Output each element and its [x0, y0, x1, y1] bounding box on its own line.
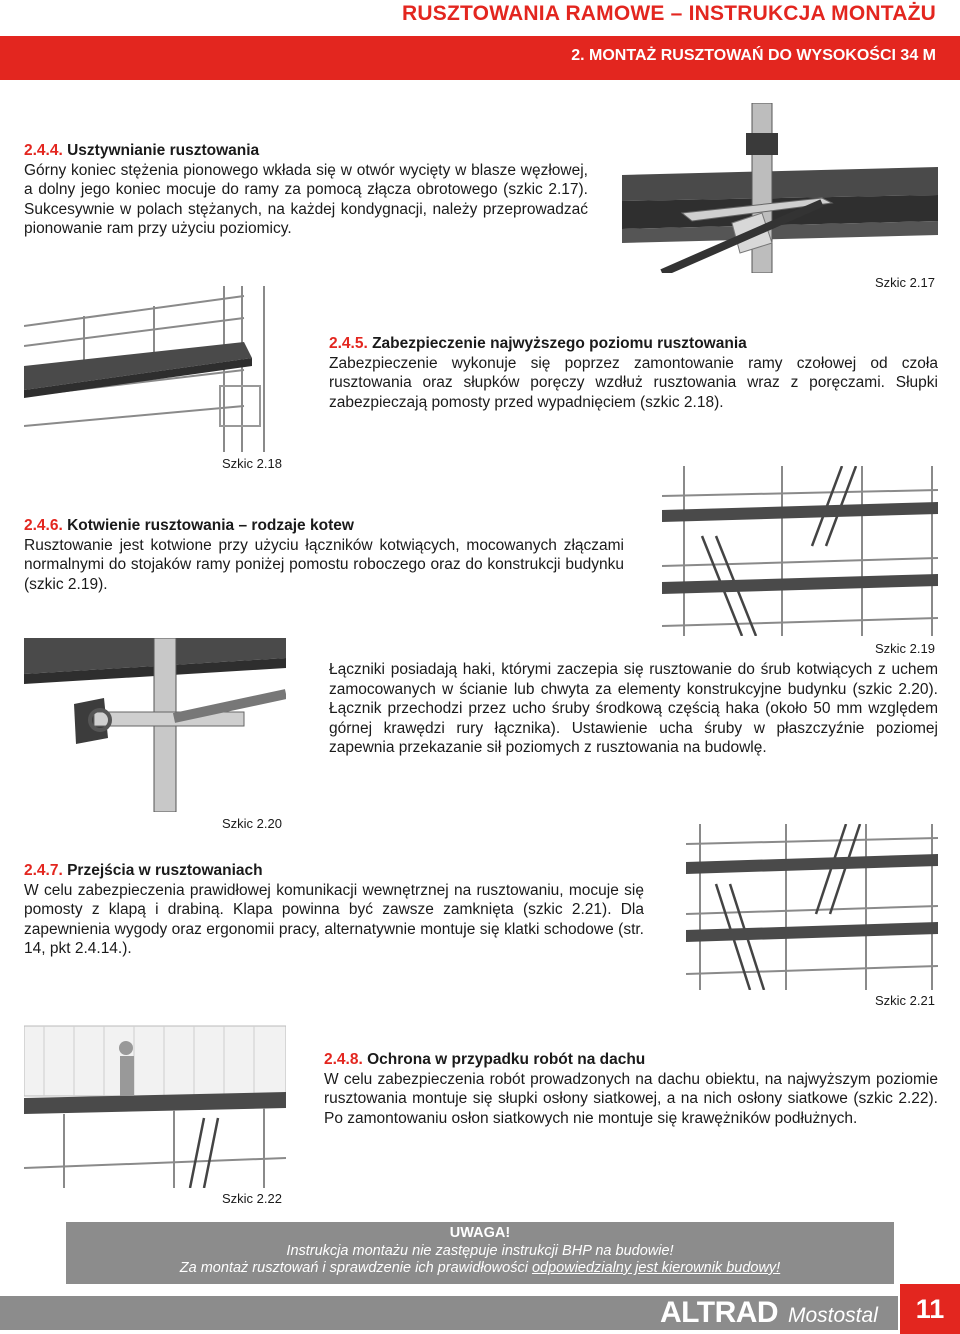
section-heading: Usztywnianie rusztowania [67, 142, 260, 159]
warning-line-1: Instrukcja montażu nie zastępuje instrukcji BHP na budowie! [286, 1242, 674, 1259]
warning-title: UWAGA! [449, 1225, 511, 1241]
section-body: Zabezpieczenie wykonuje się poprzez zamontowanie ramy czołowej od czoła rusztowania oraz słupków poręczy wzdłuż rusztowania wraz z poręczami. Słupki zabezpieczają pomosty przed wypadnięciem (szkic 2.18). [329, 354, 938, 411]
section-2-4-6 [24, 516, 624, 594]
sketch-2-21-caption: Szkic 2.21 [875, 993, 935, 1008]
page-number: 11 [900, 1284, 960, 1334]
mostostal-logo: Mostostal [788, 1304, 878, 1327]
section-body: W celu zabezpieczenia robót prowadzonych na dachu obiektu, na najwyższym poziomie rusztowania montuje się słupki osłony siatkowej, a na nich osłony siatkowe (szkic 2.22). Po zamontowaniu osłon siatkowych nie montuje się krawężników podłużnych. [324, 1070, 938, 1127]
section-number: 2.4.8. [324, 1051, 363, 1068]
section-body: W celu zabezpieczenia prawidłowej komunikacji wewnętrznej na rusztowaniu, mocuje się pomosty z klapą i drabiną. Klapa powinna być zawsze zamknięta (szkic 2.21). Dla zapewnienia wygody oraz ergonomii pracy, alternatywnie montuje się klatki schodowe (str. 14, pkt 2.4.14.). [24, 881, 644, 957]
section-heading: Ochrona w przypadku robót na dachu [367, 1051, 646, 1068]
section-body-continued: Łączniki posiadają haki, którymi zaczepia się rusztowanie do śrub kotwiących z uchem zamocowanych w ścianie lub chwyta za elementy konstrukcyjne budynku (szkic 2.20). Łącznik przechodzi przez ucho śruby środkową częścią haka (około 50 mm względem górnej krawędzi rury łącznika). Ustawienie ucha śruby w płaszczyźnie poziomej zapewnia przekazanie sił poziomych z rusztowania na budowlę. [329, 661, 938, 756]
sketch-2-20-image [24, 638, 286, 812]
section-number: 2.4.4. [24, 142, 63, 159]
altrad-logo: ALTRAD [660, 1296, 779, 1329]
sketch-2-21-image [686, 824, 938, 990]
warning-line-2-text: Za montaż rusztowań i sprawdzenie ich prawidłowości [179, 1260, 532, 1276]
document-title: RUSZTOWANIA RAMOWE – INSTRUKCJA MONTAŻU [402, 2, 936, 25]
sketch-2-22-image [24, 1018, 286, 1188]
sketch-2-17-image [622, 103, 938, 273]
section-number: 2.4.7. [24, 862, 63, 879]
section-2-4-7 [24, 861, 644, 959]
section-heading: Zabezpieczenie najwyższego poziomu rusztowania [372, 335, 747, 352]
section-heading: Kotwienie rusztowania – rodzaje kotew [67, 517, 354, 534]
sketch-2-18-image [24, 286, 286, 452]
sketch-2-19-image [662, 466, 938, 636]
section-heading: Przejścia w rusztowaniach [67, 862, 263, 879]
section-body: Rusztowanie jest kotwione przy użyciu łączników kotwiących, mocowanych złączami normalnymi do stojaków ramy poniżej pomostu roboczego oraz do konstrukcji budynku (szkic 2.19). [24, 536, 624, 593]
section-body: Górny koniec stężenia pionowego wkłada się w otwór wycięty w blasze węzłowej, a dolny jego koniec mocuje do ramy za pomocą złącza obrotowego (szkic 2.17). Sukcesywnie w polach stężanych, na każdej kondygnacji, należy przeprowadzać pionowanie ram przy użyciu poziomicy. [24, 161, 588, 237]
section-2-4-4 [24, 141, 588, 239]
warning-line-2 [66, 1260, 894, 1278]
warning-box [66, 1222, 894, 1284]
sketch-2-18-caption: Szkic 2.18 [222, 456, 282, 471]
sketch-2-17-caption: Szkic 2.17 [875, 275, 935, 290]
sketch-2-22-caption: Szkic 2.22 [222, 1191, 282, 1206]
section-2-4-5 [329, 334, 938, 412]
sketch-2-19-caption: Szkic 2.19 [875, 641, 935, 656]
section-title: 2. MONTAŻ RUSZTOWAŃ DO WYSOKOŚCI 34 M [571, 47, 936, 64]
section-number: 2.4.5. [329, 335, 368, 352]
section-2-4-8 [324, 1050, 938, 1128]
warning-line-2-emphasis: odpowiedzialny jest kierownik budowy! [531, 1260, 781, 1276]
sketch-2-20-caption: Szkic 2.20 [222, 816, 282, 831]
section-2-4-6-continued [329, 660, 938, 758]
section-header-bar [0, 36, 960, 80]
section-number: 2.4.6. [24, 517, 63, 534]
